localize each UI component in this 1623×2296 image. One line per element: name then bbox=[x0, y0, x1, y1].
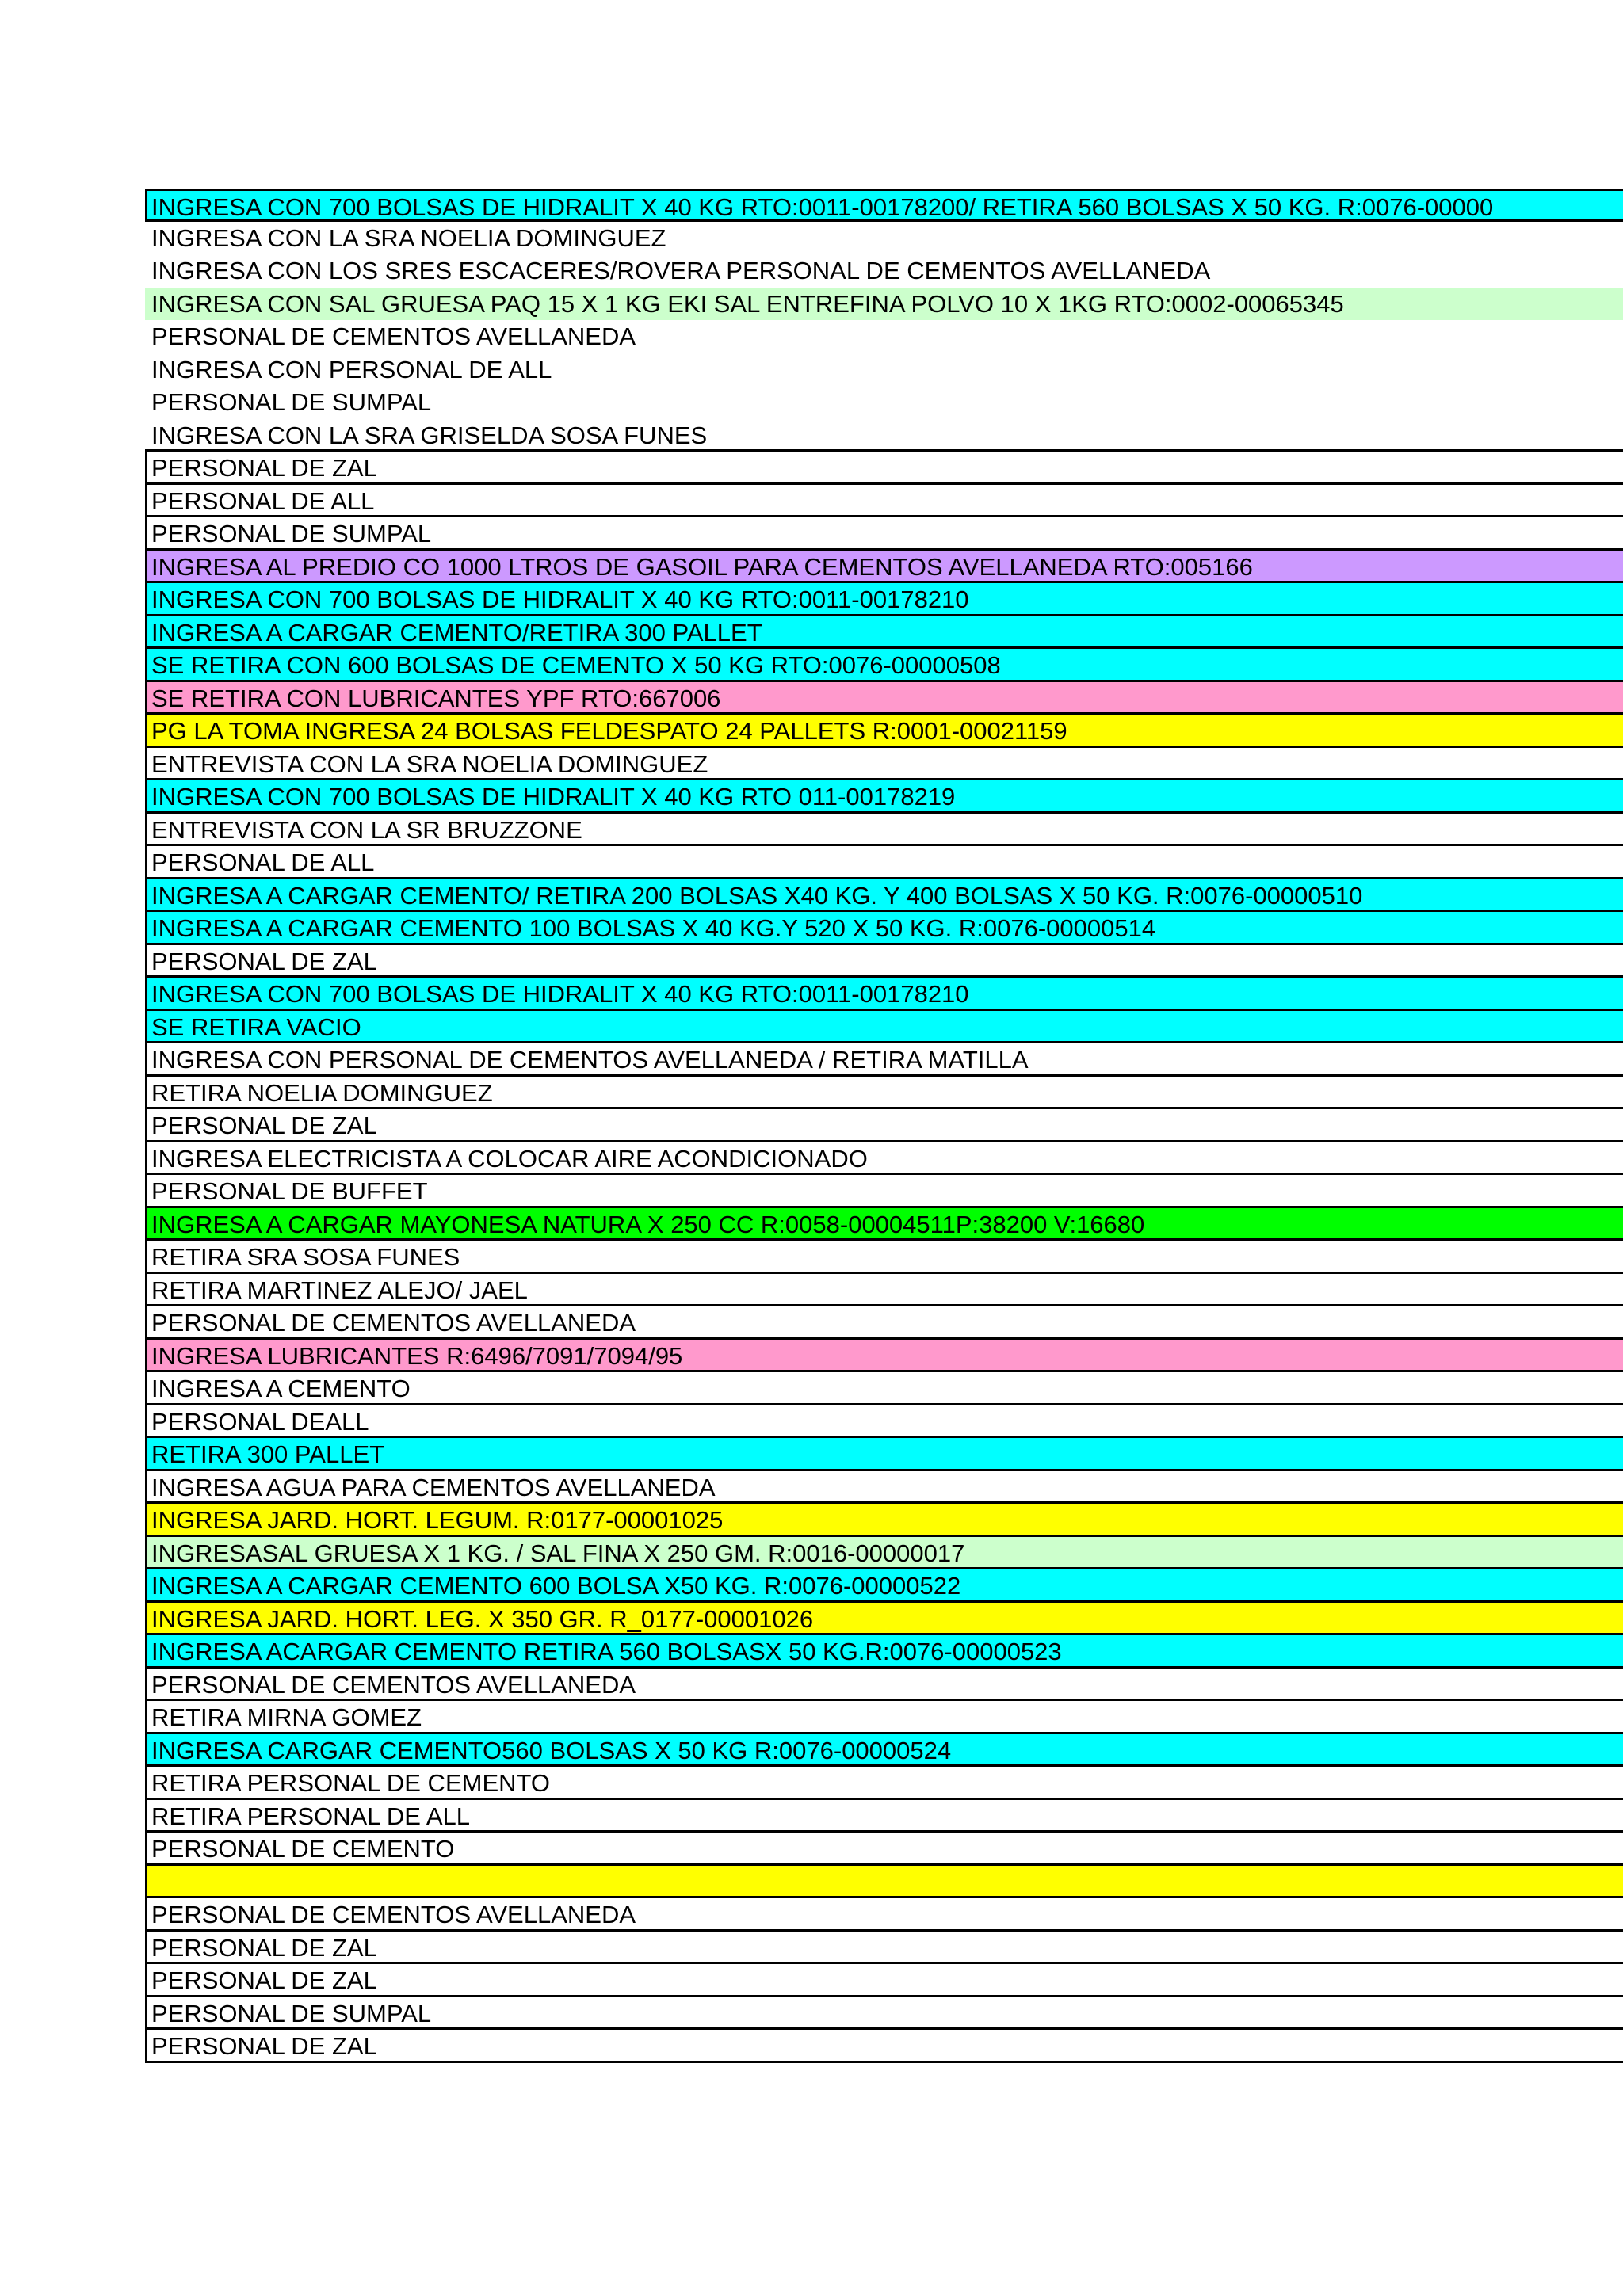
table-cell-row-6[interactable]: INGRESA CON PERSONAL DE ALL bbox=[145, 353, 1623, 387]
table-cell-row-2[interactable]: INGRESA CON LA SRA NOELIA DOMINGUEZ bbox=[145, 222, 1623, 255]
table-cell-row-11[interactable]: PERSONAL DE SUMPAL bbox=[145, 517, 1623, 551]
table-cell-row-30[interactable]: INGRESA ELECTRICISTA A COLOCAR AIRE ACONDICIONADO bbox=[145, 1142, 1623, 1176]
table-cell-row-44[interactable]: INGRESA JARD. HORT. LEG. X 350 GR. R_0177-00001026 bbox=[145, 1603, 1623, 1636]
table-cell-row-45[interactable]: INGRESA ACARGAR CEMENTO RETIRA 560 BOLSASX 50 KG.R:0076-00000523 bbox=[145, 1635, 1623, 1669]
table-cell-row-56[interactable]: PERSONAL DE SUMPAL bbox=[145, 1997, 1623, 2031]
table-cell-row-51[interactable]: PERSONAL DE CEMENTO bbox=[145, 1833, 1623, 1866]
table-cell-row-25[interactable]: INGRESA CON 700 BOLSAS DE HIDRALIT X 40 KG RTO:0011-00178210 bbox=[145, 978, 1623, 1011]
spreadsheet-column bbox=[145, 189, 1623, 2063]
table-cell-row-49[interactable]: RETIRA PERSONAL DE CEMENTO bbox=[145, 1767, 1623, 1800]
table-cell-row-13[interactable]: INGRESA CON 700 BOLSAS DE HIDRALIT X 40 KG RTO:0011-00178210 bbox=[145, 583, 1623, 616]
table-cell-row-12[interactable]: INGRESA AL PREDIO CO 1000 LTROS DE GASOIL PARA CEMENTOS AVELLANEDA RTO:005166 bbox=[145, 551, 1623, 584]
table-cell-row-20[interactable]: ENTREVISTA CON LA SR BRUZZONE bbox=[145, 814, 1623, 847]
table-cell-row-48[interactable]: INGRESA CARGAR CEMENTO560 BOLSAS X 50 KG R:0076-00000524 bbox=[145, 1734, 1623, 1768]
table-cell-row-1[interactable]: INGRESA CON 700 BOLSAS DE HIDRALIT X 40 KG RTO:0011-00178200/ RETIRA 560 BOLSAS X 50 KG. R:0076-00000 bbox=[145, 189, 1623, 222]
table-cell-row-14[interactable]: INGRESA A CARGAR CEMENTO/RETIRA 300 PALLET bbox=[145, 616, 1623, 650]
table-cell-row-17[interactable]: PG LA TOMA INGRESA 24 BOLSAS FELDESPATO 24 PALLETS R:0001-00021159 bbox=[145, 715, 1623, 748]
table-cell-row-9[interactable]: PERSONAL DE ZAL bbox=[145, 452, 1623, 485]
table-cell-row-24[interactable]: PERSONAL DE ZAL bbox=[145, 945, 1623, 978]
table-cell-row-43[interactable]: INGRESA A CARGAR CEMENTO 600 BOLSA X50 KG. R:0076-00000522 bbox=[145, 1569, 1623, 1603]
table-cell-row-8[interactable]: INGRESA CON LA SRA GRISELDA SOSA FUNES bbox=[145, 419, 1623, 452]
table-cell-row-38[interactable]: PERSONAL DEALL bbox=[145, 1405, 1623, 1439]
table-cell-row-36[interactable]: INGRESA LUBRICANTES R:6496/7091/7094/95 bbox=[145, 1340, 1623, 1373]
table-cell-row-37[interactable]: INGRESA A CEMENTO bbox=[145, 1372, 1623, 1405]
table-cell-row-57[interactable]: PERSONAL DE ZAL bbox=[145, 2030, 1623, 2063]
table-cell-row-4[interactable]: INGRESA CON SAL GRUESA PAQ 15 X 1 KG EKI SAL ENTREFINA POLVO 10 X 1KG RTO:0002-00065345 bbox=[145, 288, 1623, 321]
table-cell-row-55[interactable]: PERSONAL DE ZAL bbox=[145, 1964, 1623, 1997]
table-cell-row-41[interactable]: INGRESA JARD. HORT. LEGUM. R:0177-00001025 bbox=[145, 1504, 1623, 1537]
table-cell-row-40[interactable]: INGRESA AGUA PARA CEMENTOS AVELLANEDA bbox=[145, 1471, 1623, 1505]
table-cell-row-50[interactable]: RETIRA PERSONAL DE ALL bbox=[145, 1800, 1623, 1833]
table-cell-row-19[interactable]: INGRESA CON 700 BOLSAS DE HIDRALIT X 40 KG RTO 011-00178219 bbox=[145, 780, 1623, 814]
table-cell-row-28[interactable]: RETIRA NOELIA DOMINGUEZ bbox=[145, 1077, 1623, 1110]
table-cell-row-16[interactable]: SE RETIRA CON LUBRICANTES YPF RTO:667006 bbox=[145, 682, 1623, 715]
table-cell-row-18[interactable]: ENTREVISTA CON LA SRA NOELIA DOMINGUEZ bbox=[145, 748, 1623, 781]
table-cell-row-7[interactable]: PERSONAL DE SUMPAL bbox=[145, 386, 1623, 419]
table-cell-row-26[interactable]: SE RETIRA VACIO bbox=[145, 1011, 1623, 1044]
table-cell-row-27[interactable]: INGRESA CON PERSONAL DE CEMENTOS AVELLANEDA / RETIRA MATILLA bbox=[145, 1043, 1623, 1077]
table-cell-row-35[interactable]: PERSONAL DE CEMENTOS AVELLANEDA bbox=[145, 1306, 1623, 1340]
table-cell-row-46[interactable]: PERSONAL DE CEMENTOS AVELLANEDA bbox=[145, 1669, 1623, 1702]
table-cell-row-23[interactable]: INGRESA A CARGAR CEMENTO 100 BOLSAS X 40 KG.Y 520 X 50 KG. R:0076-00000514 bbox=[145, 912, 1623, 945]
table-cell-row-5[interactable]: PERSONAL DE CEMENTOS AVELLANEDA bbox=[145, 320, 1623, 353]
table-cell-row-15[interactable]: SE RETIRA CON 600 BOLSAS DE CEMENTO X 50 KG RTO:0076-00000508 bbox=[145, 649, 1623, 682]
table-cell-row-42[interactable]: INGRESASAL GRUESA X 1 KG. / SAL FINA X 250 GM. R:0016-00000017 bbox=[145, 1537, 1623, 1570]
table-cell-row-52[interactable] bbox=[145, 1866, 1623, 1899]
table-cell-row-21[interactable]: PERSONAL DE ALL bbox=[145, 846, 1623, 879]
table-cell-row-34[interactable]: RETIRA MARTINEZ ALEJO/ JAEL bbox=[145, 1274, 1623, 1307]
table-cell-row-33[interactable]: RETIRA SRA SOSA FUNES bbox=[145, 1241, 1623, 1274]
table-cell-row-29[interactable]: PERSONAL DE ZAL bbox=[145, 1109, 1623, 1142]
table-cell-row-3[interactable]: INGRESA CON LOS SRES ESCACERES/ROVERA PERSONAL DE CEMENTOS AVELLANEDA bbox=[145, 254, 1623, 288]
table-cell-row-22[interactable]: INGRESA A CARGAR CEMENTO/ RETIRA 200 BOLSAS X40 KG. Y 400 BOLSAS X 50 KG. R:0076-00000510 bbox=[145, 879, 1623, 913]
table-cell-row-53[interactable]: PERSONAL DE CEMENTOS AVELLANEDA bbox=[145, 1898, 1623, 1932]
table-cell-row-32[interactable]: INGRESA A CARGAR MAYONESA NATURA X 250 CC R:0058-00004511P:38200 V:16680 bbox=[145, 1208, 1623, 1241]
table-cell-row-47[interactable]: RETIRA MIRNA GOMEZ bbox=[145, 1701, 1623, 1734]
table-cell-row-54[interactable]: PERSONAL DE ZAL bbox=[145, 1932, 1623, 1965]
table-cell-row-10[interactable]: PERSONAL DE ALL bbox=[145, 485, 1623, 518]
table-cell-row-39[interactable]: RETIRA 300 PALLET bbox=[145, 1438, 1623, 1471]
table-cell-row-31[interactable]: PERSONAL DE BUFFET bbox=[145, 1175, 1623, 1208]
